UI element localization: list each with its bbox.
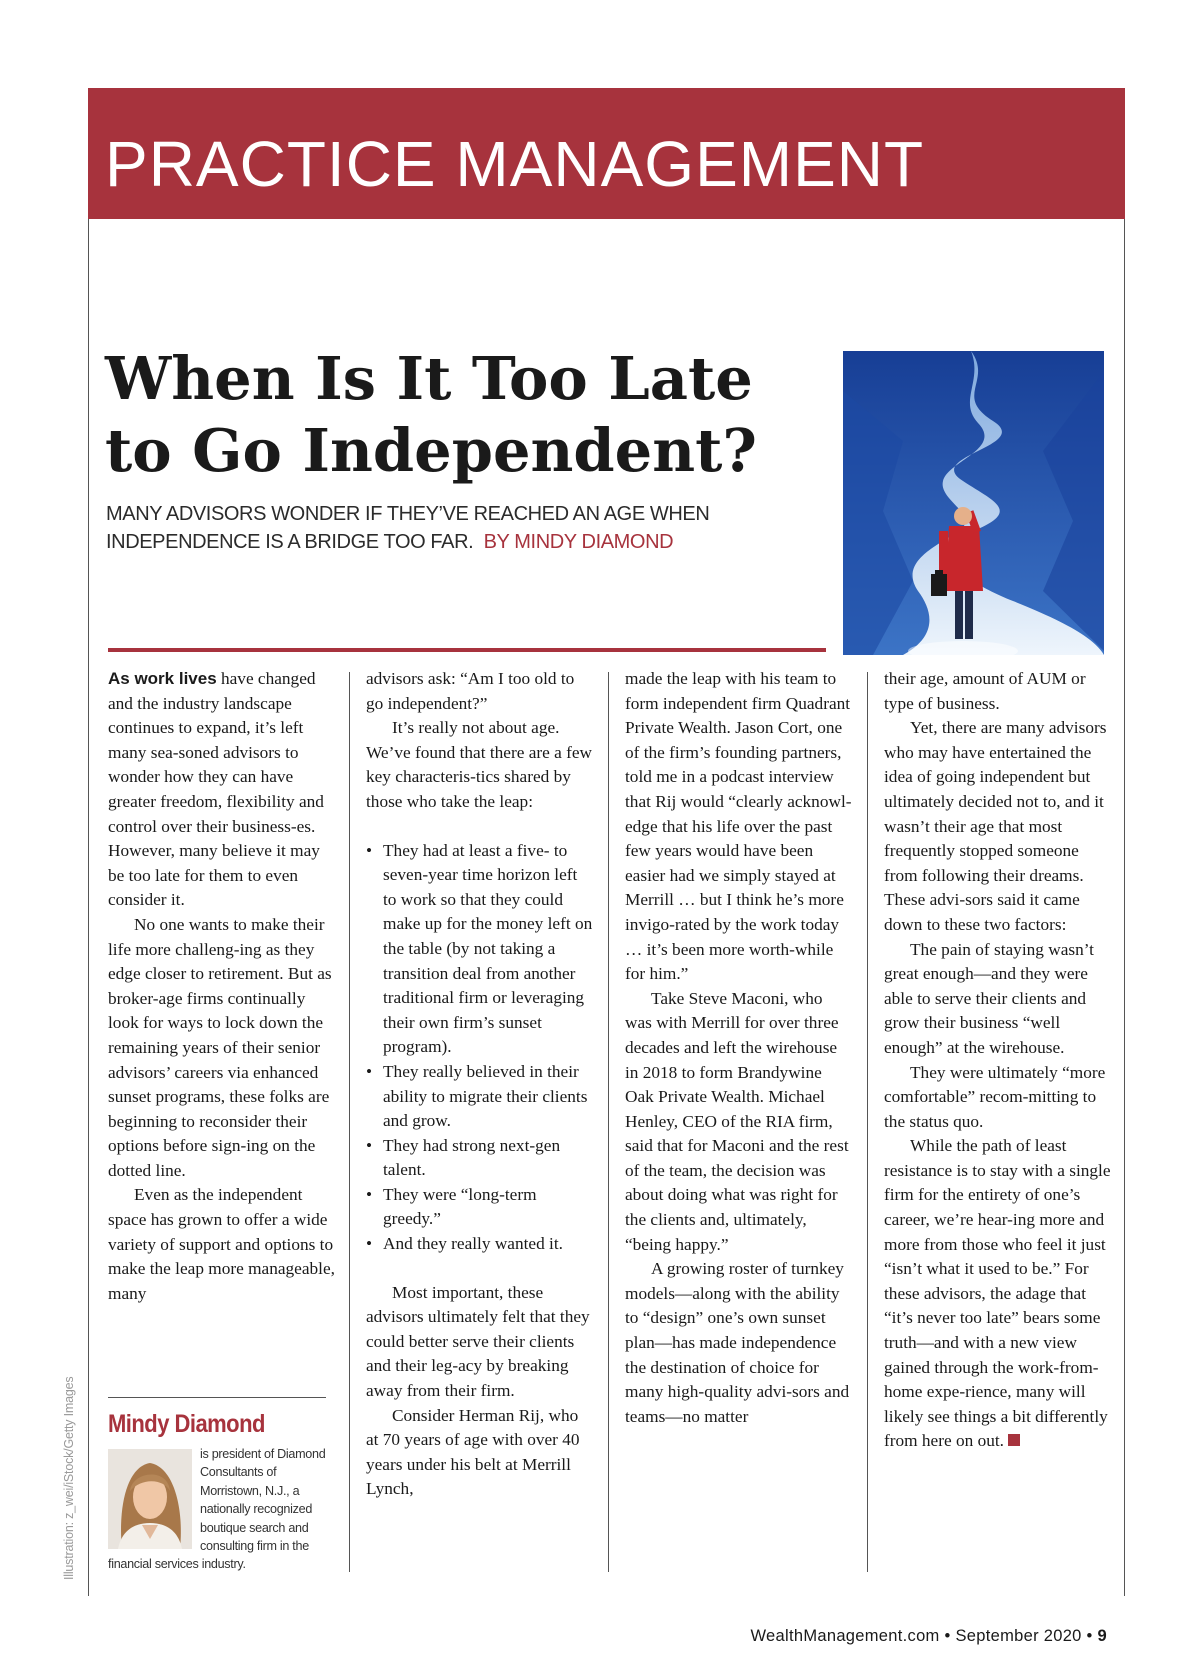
deck xyxy=(106,500,846,556)
column-2 xyxy=(366,667,594,1502)
author-bio xyxy=(108,1445,330,1574)
byline: BY MINDY DIAMOND xyxy=(483,531,674,553)
column-4 xyxy=(884,667,1112,1454)
bio-text: is president of Diamond Consultants of Morristown, N.J., a nationally recognized boutique search and consulting firm in the financial services industry. xyxy=(108,1447,326,1572)
footer-site: WealthManagement.com xyxy=(750,1627,940,1645)
author-headshot xyxy=(108,1449,192,1549)
list-item: • They had strong next-gen talent. xyxy=(366,1134,594,1183)
paragraph: Consider Herman Rij, who at 70 years of age with over 40 years under his belt at Merrill Lynch, xyxy=(366,1405,580,1499)
column-3 xyxy=(625,667,853,1429)
list-item: • They really believed in their ability to migrate their clients and grow. xyxy=(366,1060,594,1134)
list-item: • And they really wanted it. xyxy=(366,1232,594,1257)
author-name: Mindy Diamond xyxy=(108,1410,265,1438)
paragraph: their age, amount of AUM or type of business. xyxy=(884,669,1086,713)
column-divider xyxy=(867,672,868,1572)
paragraph: Take Steve Maconi, who was with Merrill for over three decades and left the wirehouse in 2018 to form Brandywine Oak Private Wealth. Michael Henley, CEO of the RIA firm, said that for Maconi and the rest of the team, the decision was about doing what was right for the clients and, ultimately, “being happy.” xyxy=(625,988,849,1254)
footer-separator: • xyxy=(1086,1627,1093,1645)
paragraph: No one wants to make their life more challeng-ing as they edge closer to retirement. But as broker-age firms continually look for ways to lock down the remaining years of their senior advisors’ careers via enhanced sunset programs, these folks are beginning to reconsider their options before sign-ing on the dotted line. xyxy=(108,914,332,1180)
paragraph-text: have changed and the industry landscape continues to expand, it’s left many sea-soned advisors to wonder how they can have greater freedom, flexibility and control over their business-es. However, many believe it may be too late for them to even consider it. xyxy=(108,669,324,910)
paragraph: The pain of staying wasn’t great enough—and they were able to serve their clients and grow their business “well enough” at the wirehouse. xyxy=(884,939,1094,1057)
headline-line-2: to Go Independent? xyxy=(105,416,757,485)
paragraph: It’s really not about age. We’ve found that there are a few key characteris-tics shared by those who take the leap: xyxy=(366,718,593,811)
paragraph: Yet, there are many advisors who may have entertained the idea of going independent but ultimately decided not to, and it wasn’t their age that most frequently stopped someone from following their dreams. These advi-sors said it came down to these two factors: xyxy=(884,718,1107,934)
header-rule xyxy=(108,648,826,652)
illustration-credit: Illustration: z_wei/iStock/Getty Images xyxy=(62,1376,76,1580)
paragraph: They were ultimately “more comfortable” recom-mitting to the status quo. xyxy=(884,1062,1106,1131)
column-1 xyxy=(108,667,336,1306)
headline xyxy=(105,343,825,487)
paragraph: made the leap with his team to form independent firm Quadrant Private Wealth. Jason Cort, one of the firm’s founding partners, told me in a podcast interview that Rij would “clearly acknowl-edge that his life over the past few years would have been easier had we simply stayed at Merrill … but I think he’s more invigo-rated by the work today … it’s been more worth-while for him.” xyxy=(625,669,852,984)
paragraph: Most important, these advisors ultimately felt that they could better serve their clients and their leg-acy by breaking away from their firm. xyxy=(366,1282,590,1401)
list-item: • They were “long-term greedy.” xyxy=(366,1183,594,1232)
end-mark-icon xyxy=(1008,1434,1020,1446)
section-banner xyxy=(88,88,1125,219)
column-divider xyxy=(608,672,609,1572)
section-title: PRACTICE MANAGEMENT xyxy=(105,128,925,200)
column-divider xyxy=(349,672,350,1572)
lead-in: As work lives xyxy=(108,669,217,688)
page-footer xyxy=(750,1627,1107,1646)
paragraph: A growing roster of turnkey models—along with the ability to “design” one’s own sunset plan—has made independence the destination of choice for many high-quality advi-sors and teams—no matter xyxy=(625,1259,850,1426)
paragraph: Even as the independent space has grown to offer a wide variety of support and options to make the leap more manageable, many xyxy=(108,1185,335,1303)
footer-separator: • xyxy=(944,1627,951,1645)
characteristics-list xyxy=(366,839,594,1257)
advisor-path-illustration xyxy=(843,351,1104,655)
list-item: • They had at least a five- to seven-year time horizon left to work so that they could make up for the money left on the table (by not taking a transition deal from another traditional firm or leveraging their own firm’s sunset program). xyxy=(366,839,594,1060)
paragraph: advisors ask: “Am I too old to go independent?” xyxy=(366,669,575,713)
paragraph xyxy=(884,1134,1112,1454)
paragraph-text: While the path of least resistance is to stay with a single firm for the entirety of one’s career, we’re hear-ing more and more from those who feel it just “isn’t what it used to be.” For these advisors, the adage that “it’s never too late” bears some truth—and with a new view gained through the work-from-home expe-rience, many will likely see things a bit differently from here on out. xyxy=(884,1136,1111,1451)
page-number: 9 xyxy=(1097,1627,1107,1645)
headline-line-1: When Is It Too Late xyxy=(105,344,753,413)
deck-text: MANY ADVISORS WONDER IF THEY’VE REACHED AN AGE WHEN INDEPENDENCE IS A BRIDGE TOO FAR. xyxy=(106,503,710,553)
footer-date: September 2020 xyxy=(955,1627,1082,1645)
bio-rule xyxy=(108,1397,326,1398)
paragraph xyxy=(108,667,336,913)
